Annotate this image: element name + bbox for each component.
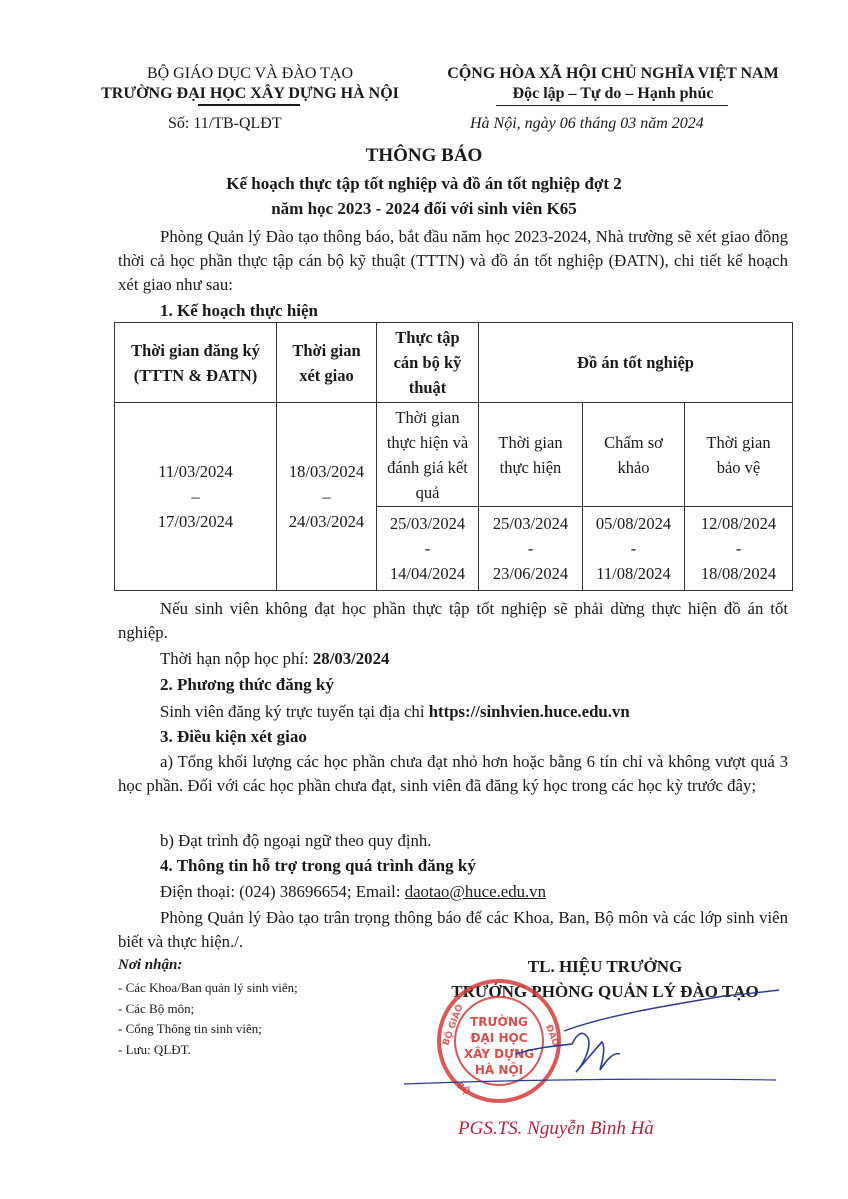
cell-review-period: [583, 507, 685, 591]
recipients-title: Nơi nhận:: [118, 957, 183, 973]
registration-separator: –: [191, 487, 200, 506]
recipient-item: - Các Bộ môn;: [118, 1000, 195, 1016]
recipients-list: [118, 978, 298, 1060]
signature-title-2: TRƯỞNG PHÒNG QUẢN LÝ ĐÀO TẠO: [451, 982, 759, 1001]
recipient-item: - Cổng Thông tin sinh viên;: [118, 1021, 262, 1036]
cell-thesis-period: [479, 507, 583, 591]
internship-note: Nếu sinh viên không đạt học phần thực tập tốt nghiệp sẽ phải dừng thực hiện đồ án tốt nghiệp.: [118, 599, 788, 642]
university-name: TRƯỜNG ĐẠI HỌC XÂY DỰNG HÀ NỘI: [101, 85, 399, 102]
place-date: Hà Nội, ngày 06 tháng 03 năm 2024: [470, 115, 704, 132]
fee-deadline-date: 28/03/2024: [312, 649, 390, 668]
svg-text:HÀ NỘI: HÀ NỘI: [474, 1063, 524, 1077]
fee-deadline: [160, 647, 389, 671]
svg-text:BỘ: BỘ: [454, 1080, 472, 1098]
internship-separator: -: [424, 539, 431, 558]
defense-from: 12/08/2024: [700, 514, 777, 533]
notice-subtitle-2: năm học 2023 - 2024 đối với sinh viên K65: [271, 199, 577, 218]
svg-text:ĐẠI HỌC: ĐẠI HỌC: [470, 1031, 528, 1045]
contact-info: [160, 880, 546, 904]
svg-text:ĐÀO: ĐÀO: [543, 1023, 561, 1048]
assignment-from: 18/03/2024: [288, 462, 365, 481]
cell-internship-period: [377, 507, 479, 591]
defense-to: 18/08/2024: [700, 564, 777, 583]
review-to: 11/08/2024: [596, 564, 671, 583]
subheader-thesis-time: Thời gian thực hiện: [479, 403, 583, 507]
thesis-from: 25/03/2024: [492, 514, 569, 533]
svg-text:XÂY DỰNG: XÂY DỰNG: [463, 1047, 535, 1061]
cell-assignment-period: [277, 403, 377, 591]
subheader-internship-time: Thời gian thực hiện và đánh giá kết quả: [377, 403, 479, 507]
header-registration-time: Thời gian đăng ký (TTTN & ĐATN): [115, 323, 277, 403]
motto-underline: [496, 105, 728, 106]
closing-paragraph: Phòng Quản lý Đào tạo trân trọng thông báo để các Khoa, Ban, Bộ môn và các lớp sinh viên biết và thực hiện./.: [118, 908, 788, 951]
subheader-preliminary-review: Chấm sơ khảo: [583, 403, 685, 507]
condition-a: a) Tổng khối lượng các học phần chưa đạt nhỏ hơn hoặc bằng 6 tín chỉ và không vượt quá 3 học phần. Đối với các học phần chưa đạt, sinh viên đã đăng ký học trong các học kỳ trước đây;: [118, 752, 788, 795]
condition-b: b) Đạt trình độ ngoại ngữ theo quy định.: [160, 831, 432, 850]
nation-title: CỘNG HÒA XÃ HỘI CHỦ NGHĨA VIỆT NAM: [447, 65, 779, 82]
intro-paragraph: Phòng Quản lý Đào tạo thông báo, bắt đầu năm học 2023-2024, Nhà trường sẽ xét giao đồng thời cả học phần thực tập cán bộ kỹ thuật (TTTN) và đồ án tốt nghiệp (ĐATN), chi tiết kế hoạch xét giao như sau:: [118, 227, 788, 294]
subheader-defense-time: Thời gian bảo vệ: [685, 403, 793, 507]
section2-heading: 2. Phương thức đăng ký: [160, 675, 334, 694]
svg-text:BỘ GIÁO: BỘ GIÁO: [441, 1003, 466, 1048]
header-internship: Thực tập cán bộ kỹ thuật: [377, 323, 479, 403]
thesis-separator: -: [527, 539, 534, 558]
internship-from: 25/03/2024: [389, 514, 466, 533]
university-underline: [198, 104, 300, 106]
thesis-to: 23/06/2024: [492, 564, 569, 583]
recipient-item: - Lưu: QLĐT.: [118, 1041, 191, 1057]
registration-method-text: Sinh viên đăng ký trực tuyến tại địa chỉ: [160, 702, 429, 721]
assignment-separator: –: [322, 487, 331, 506]
header-assignment-time: Thời gian xét giao: [277, 323, 377, 403]
review-separator: -: [630, 539, 637, 558]
defense-separator: -: [735, 539, 742, 558]
fee-deadline-label: Thời hạn nộp học phí:: [160, 649, 313, 668]
section4-heading: 4. Thông tin hỗ trợ trong quá trình đăng ký: [160, 856, 476, 875]
assignment-to: 24/03/2024: [288, 512, 365, 531]
review-from: 05/08/2024: [595, 514, 672, 533]
section1-heading: 1. Kế hoạch thực hiện: [160, 301, 319, 320]
svg-text:TRƯỜNG: TRƯỜNG: [470, 1015, 528, 1029]
handwritten-signature-icon: [404, 986, 784, 1096]
contact-email[interactable]: daotao@huce.edu.vn: [404, 882, 546, 901]
cell-defense-period: [685, 507, 793, 591]
registration-to: 17/03/2024: [157, 512, 234, 531]
section3-heading: 3. Điều kiện xét giao: [160, 727, 307, 746]
table-subheader-row: [115, 403, 793, 507]
signature-title-1: TL. HIỆU TRƯỞNG: [527, 957, 683, 976]
notice-subtitle-1: Kế hoạch thực tập tốt nghiệp và đồ án tốt nghiệp đợt 2: [226, 174, 622, 193]
registration-from: 11/03/2024: [158, 462, 233, 481]
contact-phone: Điện thoại: (024) 38696654; Email:: [160, 882, 405, 901]
document-number: Số: 11/TB-QLĐT: [168, 115, 282, 132]
internship-to: 14/04/2024: [389, 564, 466, 583]
registration-method: [160, 700, 630, 724]
ministry-name: BỘ GIÁO DỤC VÀ ĐÀO TẠO: [146, 65, 354, 82]
header-thesis: Đồ án tốt nghiệp: [479, 323, 793, 403]
cell-registration-period: [115, 403, 277, 591]
plan-table: [114, 322, 793, 591]
recipient-item: - Các Khoa/Ban quản lý sinh viên;: [118, 980, 298, 995]
registration-url[interactable]: https://sinhvien.huce.edu.vn: [428, 702, 630, 721]
signer-name: PGS.TS. Nguyễn Bình Hà: [458, 1118, 654, 1139]
notice-title: THÔNG BÁO: [365, 145, 483, 166]
nation-motto: Độc lập – Tự do – Hạnh phúc: [512, 85, 714, 102]
table-header-row: [115, 323, 793, 403]
